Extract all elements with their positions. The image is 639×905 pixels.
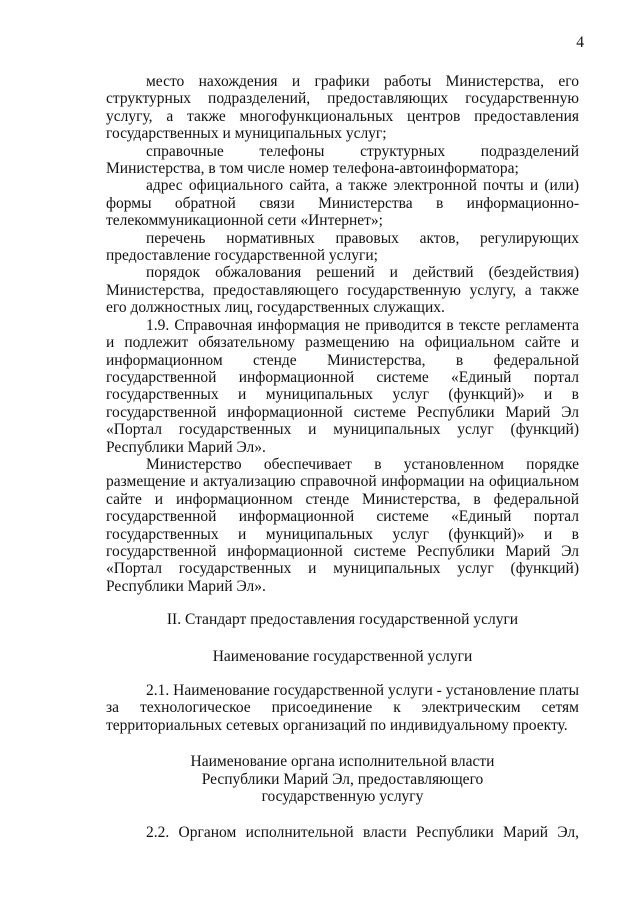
paragraph: 1.9. Справочная информация не приводится в тексте регламента и подлежит обязательному размещению на официальном сайте и информационном стенде Министерства, в федеральной государственной информационной системе «Единый портал государственных и муниципальных услуг (функций)» и в государственной информационной системе Республики Марий Эл «Портал государственных и муниципальных услуг (функций) Республики Марий Эл». [106, 316, 579, 456]
paragraph: порядок обжалования решений и действий (бездействия) Министерства, предоставляющего государственную услугу, а также его должностных лиц, государственных служащих. [106, 264, 579, 317]
subheading-line: государственную услугу [261, 788, 424, 806]
paragraph: 2.1. Наименование государственной услуги - установление платы за технологическое присоединение к электрическим сетям территориальных сетевых организаций по индивидуальному проекту. [106, 682, 579, 734]
paragraph: Министерство обеспечивает в установленном порядке размещение и актуализацию справочной информации на официальном сайте и информационном стенде Министерства, в федеральной государственной информационной системе «Единый портал государственных и муниципальных услуг (функций)» и в государственной информационной системе Республики Марий Эл «Портал государственных и муниципальных услуг (функций) Республики Марий Эл». [106, 455, 579, 595]
document-body [106, 73, 579, 842]
paragraph: справочные телефоны структурных подразделений Министерства, в том числе номер телефона-автоинформатора; [106, 142, 579, 178]
paragraph: адрес официального сайта, а также электронной почты и (или) формы обратной связи Министерства в информационно-телекоммуникационной сети «Интернет»; [106, 177, 579, 230]
page-number: 4 [576, 34, 584, 51]
section-heading: II. Стандарт предоставления государственной услуги [166, 611, 519, 629]
subheading: Наименование государственной услуги [212, 647, 473, 665]
subheading-line: Наименование органа исполнительной власти [190, 753, 495, 771]
paragraph: 2.2. Органом исполнительной власти Республики Марий Эл, [146, 824, 579, 842]
paragraph: перечень нормативных правовых актов, регулирующих предоставление государственной услуги; [106, 229, 579, 265]
paragraph: место нахождения и графики работы Министерства, его структурных подразделений, предоставляющих государственную услугу, а также многофункциональных центров предоставления государственных и муниципальных услуг; [106, 73, 579, 143]
subheading-line: Республики Марий Эл, предоставляющего [201, 770, 484, 788]
